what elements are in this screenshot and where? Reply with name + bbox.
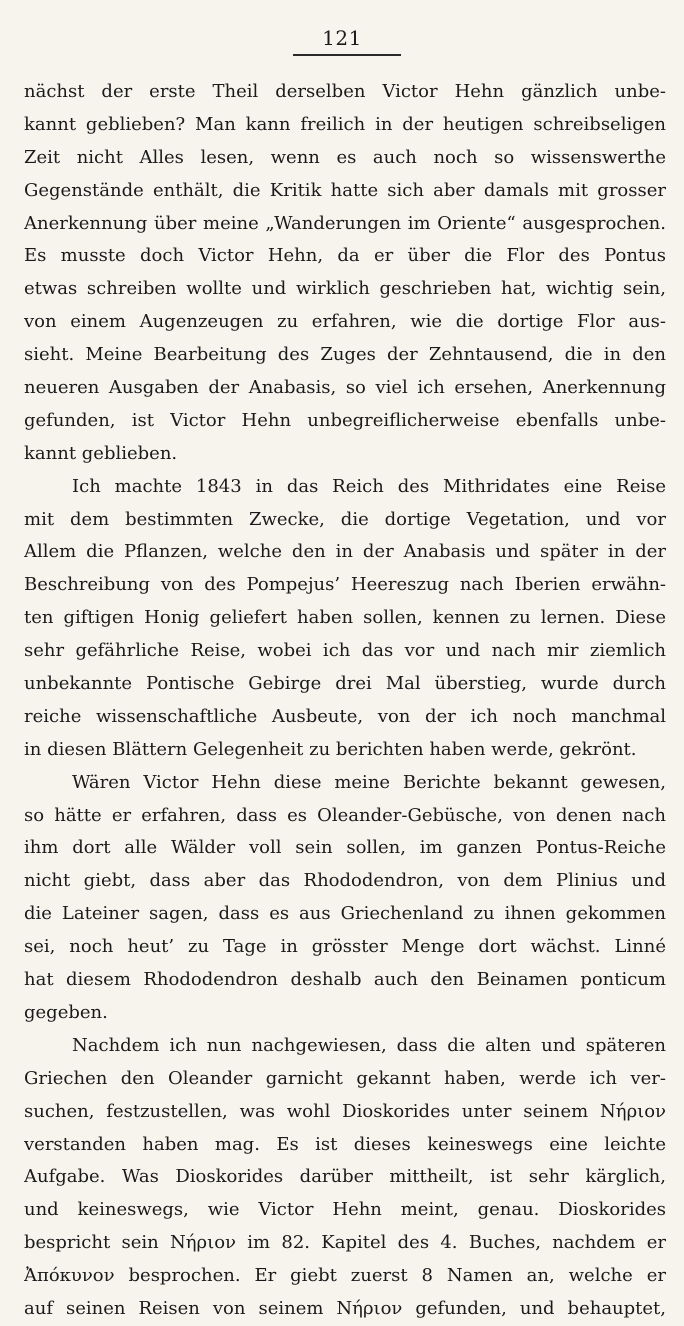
text-line: in diesen Blättern Gelegenheit zu berichten haben werde, gekrönt. bbox=[24, 738, 637, 760]
text-line: so hätte er erfahren, dass es Oleander-Gebüsche, von denen nach bbox=[24, 804, 666, 826]
text-line: unbekannte Pontische Gebirge drei Mal überstieg, wurde durch bbox=[24, 673, 666, 695]
text-line: gefunden, ist Victor Hehn unbegreiflicherweise ebenfalls unbe- bbox=[24, 409, 666, 431]
body-text bbox=[24, 76, 666, 1326]
text-line: mit dem bestimmten Zwecke, die dortige Vegetation, und vor bbox=[24, 508, 666, 530]
text-line: ten giftigen Honig geliefert haben sollen, kennen zu lernen. Diese bbox=[24, 607, 666, 629]
text-line: hat diesem Rhododendron deshalb auch den Beinamen ponticum bbox=[24, 969, 666, 991]
text-line: Gegenstände enthält, die Kritik hatte sich aber damals mit grosser bbox=[24, 179, 666, 201]
text-line: Es musste doch Victor Hehn, da er über die Flor des Pontus bbox=[24, 245, 666, 267]
text-line: ihm dort alle Wälder voll sein sollen, im ganzen Pontus-Reiche bbox=[24, 837, 666, 859]
text-line: Griechen den Oleander garnicht gekannt haben, werde ich ver- bbox=[24, 1067, 666, 1089]
text-line: Ἀπόκυνον besprochen. Er giebt zuerst 8 Namen an, welche er bbox=[24, 1265, 666, 1287]
text-line: von einem Augenzeugen zu erfahren, wie die dortige Flor aus- bbox=[24, 311, 666, 333]
text-line: Ich machte 1843 in das Reich des Mithridates eine Reise bbox=[72, 475, 666, 497]
text-line: gegeben. bbox=[24, 1001, 108, 1023]
text-line: nächst der erste Theil derselben Victor Hehn gänzlich unbe- bbox=[24, 81, 666, 102]
page-number: 121 bbox=[322, 26, 362, 50]
text-line: neueren Ausgaben der Anabasis, so viel ich ersehen, Anerkennung bbox=[24, 377, 666, 399]
text-line: kannt geblieben. bbox=[24, 442, 178, 464]
text-line: sei, noch heut’ zu Tage in grösster Menge dort wächst. Linné bbox=[24, 936, 666, 958]
text-line: kannt geblieben? Man kann freilich in der heutigen schreibseligen bbox=[24, 113, 666, 135]
text-line: etwas schreiben wollte und wirklich geschrieben hat, wichtig sein, bbox=[24, 278, 666, 300]
text-line: und keineswegs, wie Victor Hehn meint, genau. Dioskorides bbox=[24, 1199, 666, 1221]
text-line: sehr gefährliche Reise, wobei ich das vor und nach mir ziemlich bbox=[24, 640, 666, 662]
text-line: Zeit nicht Alles lesen, wenn es auch noch so wissenswerthe bbox=[24, 146, 666, 168]
text-line: Aufgabe. Was Dioskorides darüber mittheilt, ist sehr kärglich, bbox=[24, 1166, 666, 1188]
text-line: nicht giebt, dass aber das Rhododendron, von dem Plinius und bbox=[24, 870, 666, 892]
text-line: Anerkennung über meine „Wanderungen im Oriente“ ausgesprochen. bbox=[24, 212, 666, 234]
text-line: Wären Victor Hehn diese meine Berichte bekannt gewesen, bbox=[72, 771, 666, 793]
text-line: suchen, festzustellen, was wohl Dioskorides unter seinem Νήριον bbox=[24, 1100, 666, 1122]
text-line: Allem die Pflanzen, welche den in der Anabasis und später in der bbox=[24, 541, 666, 563]
header-rule bbox=[293, 54, 401, 56]
text-line: verstanden haben mag. Es ist dieses keineswegs eine leichte bbox=[24, 1133, 666, 1155]
text-line: auf seinen Reisen von seinem Νήριον gefunden, und behauptet, bbox=[24, 1297, 666, 1319]
text-line: reiche wissenschaftliche Ausbeute, von der ich noch manchmal bbox=[24, 705, 666, 727]
text-line: sieht. Meine Bearbeitung des Zuges der Zehntausend, die in den bbox=[24, 344, 666, 366]
text-line: bespricht sein Νήριον im 82. Kapitel des 4. Buches, nachdem er bbox=[24, 1232, 666, 1254]
text-line: die Lateiner sagen, dass es aus Griechenland zu ihnen gekommen bbox=[24, 903, 666, 925]
text-line: Beschreibung von des Pompejus’ Heereszug nach Iberien erwähn- bbox=[24, 574, 666, 596]
text-line: Nachdem ich nun nachgewiesen, dass die alten und späteren bbox=[72, 1034, 666, 1056]
